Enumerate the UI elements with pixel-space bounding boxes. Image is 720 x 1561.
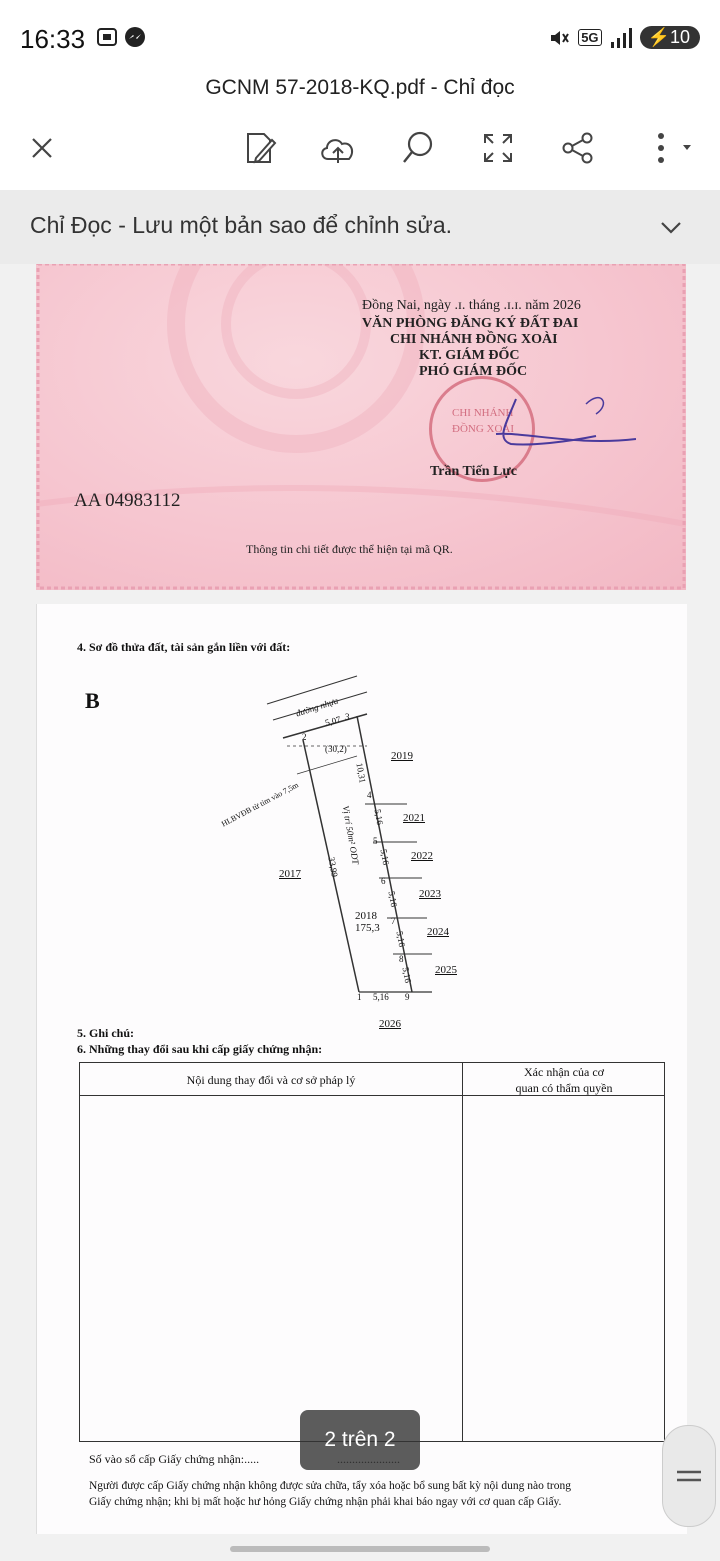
upload-button[interactable]	[316, 126, 360, 170]
search-button[interactable]	[396, 126, 440, 170]
fullscreen-button[interactable]	[476, 126, 520, 170]
neighbor-2021: 2021	[403, 812, 425, 824]
qr-note: Thông tin chi tiết được thể hiện tại mã QR.	[246, 542, 453, 556]
neighbor-2025: 2025	[435, 964, 457, 976]
issue-date: Đồng Nai, ngày .ɪ. tháng .ɪ.ɪ. năm 2026	[362, 298, 581, 313]
status-time: 16:33	[20, 24, 86, 54]
point-9: 9	[405, 992, 410, 1002]
side-top-length: 10,31	[354, 762, 368, 784]
corridor-label: HLBVĐB từ tim vào 7,5m	[219, 780, 300, 829]
neighbor-2024: 2024	[427, 926, 449, 938]
signature	[436, 384, 636, 464]
signal-icon	[610, 28, 632, 48]
close-button[interactable]	[20, 126, 64, 170]
status-system	[548, 26, 700, 49]
parcel-zone-label: Vị trí 50m² ODT	[340, 804, 361, 866]
pdf-page-2	[36, 604, 687, 1534]
messenger-icon	[124, 26, 146, 48]
register-number: Số vào sổ cấp Giấy chứng nhận:.....	[89, 1452, 260, 1466]
seal-text-2: ĐỒNG XOÀI	[452, 423, 515, 435]
table-header-changes: Nội dung thay đổi và cơ sở pháp lý	[186, 1073, 356, 1087]
segment-length-4: 5,16	[394, 930, 408, 948]
edit-icon	[242, 130, 278, 166]
point-5: 5	[373, 836, 378, 846]
bottom-width: 5,16	[373, 992, 389, 1002]
edit-button[interactable]	[238, 126, 282, 170]
toolbar	[0, 118, 720, 178]
neighbor-2022: 2022	[411, 850, 433, 862]
north-arrow: B	[85, 688, 100, 713]
section-6-heading: 6. Những thay đổi sau khi cấp giấy chứng nhận:	[77, 1042, 323, 1056]
neighbor-2019: 2019	[391, 750, 413, 762]
pdf-page-1	[36, 264, 686, 590]
search-icon	[400, 130, 436, 166]
battery-level: 10	[669, 27, 690, 47]
parcel-number: 2018	[355, 910, 377, 922]
point-8: 8	[399, 954, 404, 964]
neighbor-2017: 2017	[279, 868, 301, 880]
document-title: GCNM 57-2018-KQ.pdf - Chỉ đọc	[205, 76, 515, 99]
scroll-handle[interactable]	[662, 1425, 716, 1527]
footnote-line-1: Người được cấp Giấy chứng nhận không được sửa chữa, tẩy xóa hoặc bổ sung bất kỳ nội dung nào trong	[89, 1480, 571, 1492]
document-viewer[interactable]	[0, 264, 720, 1561]
fullscreen-icon	[481, 131, 515, 165]
signer-title-deputy: PHÓ GIÁM ĐỐC	[419, 364, 528, 379]
segment-length-1: 5,16	[372, 808, 386, 826]
readonly-banner-text: Chỉ Đọc - Lưu một bản sao để chỉnh sửa.	[30, 212, 453, 238]
neighbor-2023: 2023	[419, 888, 441, 900]
point-7: 7	[391, 916, 396, 926]
section-5-heading: 5. Ghi chú:	[77, 1026, 135, 1040]
more-button[interactable]	[640, 126, 700, 170]
readonly-banner[interactable]	[0, 190, 720, 264]
page-indicator: 2 trên 2	[300, 1410, 420, 1470]
branch-name: CHI NHÁNH ĐỒNG XOÀI	[390, 332, 558, 347]
close-icon	[29, 135, 55, 161]
point-3: 3	[345, 712, 350, 722]
mute-icon	[548, 27, 570, 49]
segment-length-2: 5,16	[378, 848, 392, 866]
home-indicator[interactable]	[230, 1546, 490, 1552]
battery-icon: ⚡10	[640, 26, 700, 49]
section-4-heading: 4. Sơ đồ thửa đất, tài sản gắn liền với đất:	[77, 640, 291, 654]
point-6: 6	[381, 876, 386, 886]
status-bar	[0, 0, 720, 70]
cloud-upload-icon	[318, 131, 358, 165]
office-name: VĂN PHÒNG ĐĂNG KÝ ĐẤT ĐAI	[362, 316, 579, 331]
table-header-confirm-2: quan có thẩm quyền	[515, 1081, 613, 1095]
changes-table	[79, 1062, 665, 1442]
point-4: 4	[367, 790, 372, 800]
drag-handle-icon	[674, 1466, 704, 1486]
table-header-confirm-1: Xác nhận của cơ	[524, 1065, 604, 1079]
road-label: đường nhựa	[294, 695, 340, 719]
screenshot-icon	[96, 26, 118, 48]
signer-title-kt: KT. GIÁM ĐỐC	[419, 348, 520, 363]
parcel-area: 175,3	[355, 922, 380, 934]
seal-text-1: CHI NHÁNH	[452, 407, 514, 419]
side-left-length: 33,99	[326, 856, 340, 878]
share-icon	[561, 131, 595, 165]
point-1: 1	[357, 992, 362, 1002]
point-2: 2	[302, 732, 307, 742]
road-area: (30,2)	[325, 744, 347, 754]
road-width: 5,07	[323, 714, 342, 728]
certificate-serial: AA 04983112	[74, 490, 181, 511]
neighbor-2026: 2026	[379, 1018, 401, 1030]
signer-name: Trần Tiến Lực	[430, 464, 517, 479]
parcel-sketch	[217, 664, 617, 1024]
network-type: 5G	[578, 29, 601, 46]
segment-length-5: 5,16	[400, 966, 414, 984]
status-notifications	[96, 26, 146, 48]
footnote-line-2: Giấy chứng nhận; khi bị mất hoặc hư hỏng Giấy chứng nhận phải khai báo ngay với cơ quan cấp Giấy.	[89, 1496, 562, 1508]
segment-length-3: 5,16	[386, 890, 400, 908]
share-button[interactable]	[556, 126, 600, 170]
more-icon	[645, 130, 695, 166]
chevron-down-icon[interactable]	[658, 214, 684, 240]
